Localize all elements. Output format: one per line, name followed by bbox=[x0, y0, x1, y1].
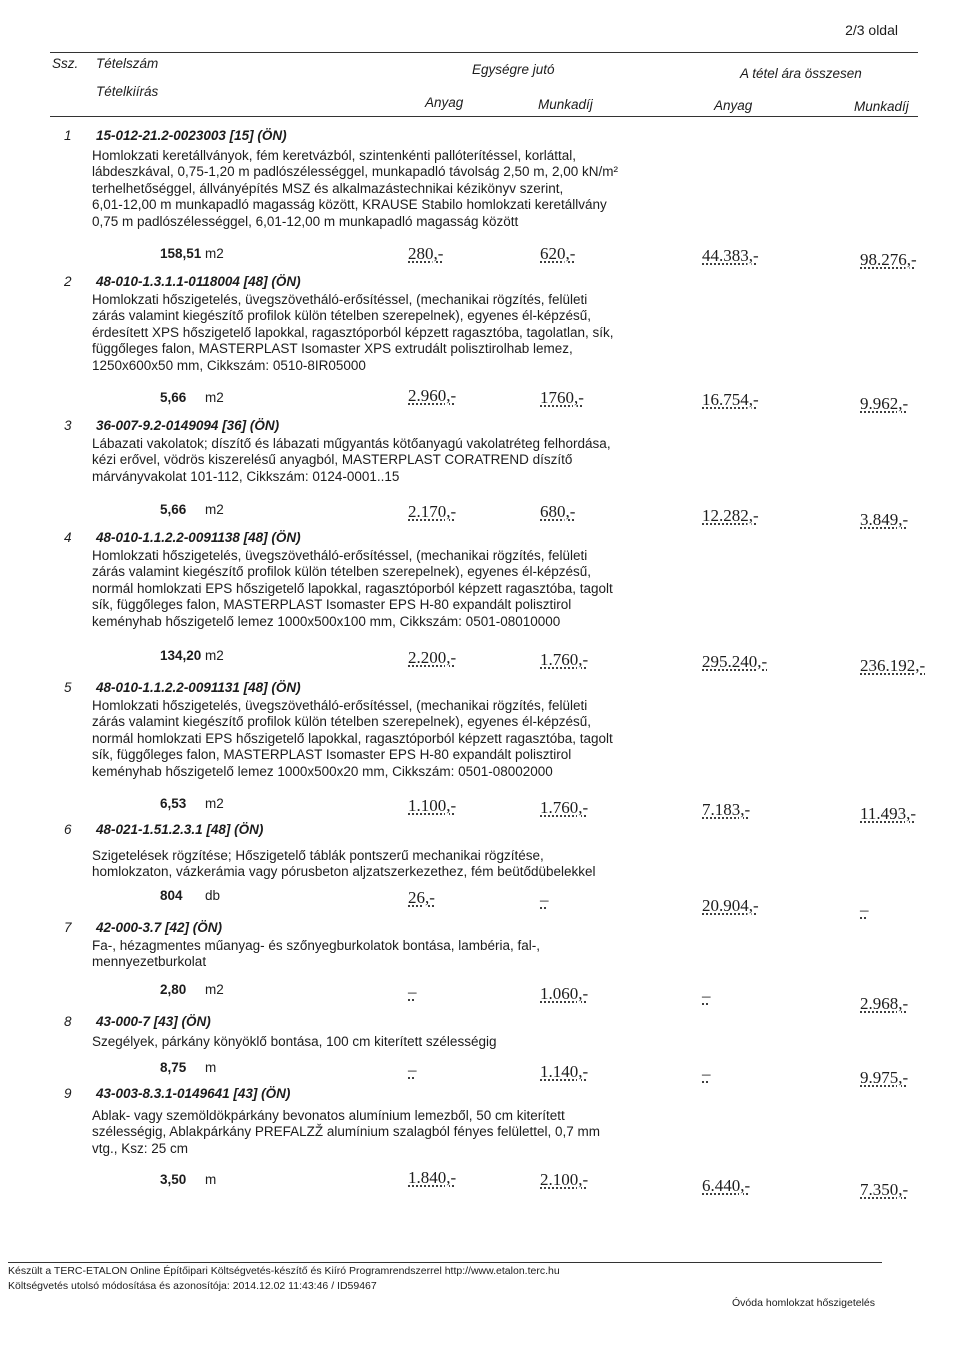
item-unit: m2 bbox=[205, 982, 224, 997]
item-unit: m2 bbox=[205, 796, 224, 811]
item-code: 48-021-1.51.2.3.1 [48] (ÖN) bbox=[96, 822, 264, 837]
item-code: 48-010-1.1.2.2-0091131 [48] (ÖN) bbox=[96, 680, 301, 695]
item-number: 6 bbox=[64, 822, 72, 837]
unit-price-material: 280,- bbox=[408, 244, 444, 263]
unit-price-labor: 680,- bbox=[540, 502, 576, 521]
item-unit: m2 bbox=[205, 390, 224, 405]
footer-generator-line: Készült a TERC-ETALON Online Építőipari Költségvetés-készítő és Kiíró Programrendszerrel http://www.etalon.terc.hu bbox=[8, 1265, 560, 1277]
unit-price-material: – bbox=[408, 1060, 417, 1079]
total-material: 16.754,- bbox=[702, 390, 759, 409]
total-labor: 9.962,- bbox=[860, 394, 909, 413]
total-material: 12.282,- bbox=[702, 506, 759, 525]
header-tetelszam: Tételszám bbox=[96, 56, 159, 71]
item-unit: db bbox=[205, 888, 221, 903]
item-quantity: 804 bbox=[160, 888, 183, 903]
total-material: 44.383,- bbox=[702, 246, 759, 265]
footer-modified-line: Költségvetés utolsó módosítása és azonosítója: 2014.12.02 11:43:46 / ID59467 bbox=[8, 1280, 377, 1292]
item-description: Fa-, hézagmentes műanyag- és szőnyegburkolatok bontása, lambéria, fal-, mennyezetburkolat bbox=[92, 938, 540, 970]
footer-rule bbox=[8, 1262, 882, 1263]
unit-price-material: 2.960,- bbox=[408, 386, 457, 405]
header-tetel-ara: A tétel ára összesen bbox=[740, 66, 862, 81]
unit-price-material: 1.840,- bbox=[408, 1168, 457, 1187]
unit-price-labor: 1.760,- bbox=[540, 650, 589, 669]
item-quantity: 6,53 bbox=[160, 796, 187, 811]
footer-project-name: Óvóda homlokzat hőszigetelés bbox=[732, 1297, 875, 1309]
item-code: 36-007-9.2-0149094 [36] (ÖN) bbox=[96, 418, 280, 433]
item-quantity: 158,51 bbox=[160, 246, 202, 261]
item-quantity: 3,50 bbox=[160, 1172, 187, 1187]
item-unit: m2 bbox=[205, 502, 224, 517]
item-number: 1 bbox=[64, 128, 72, 143]
item-code: 43-003-8.3.1-0149641 [43] (ÖN) bbox=[96, 1086, 291, 1101]
item-description: Homlokzati hőszigetelés, üvegszövetháló-erősítéssel, (mechanikai rögzítés, felületi zárás valamint kiegészítő profilok külön tételben szerepelnek), egyenes él-képzésű, normál homlokzati EPS hőszigetelő lapokkal, ragasztóporból képzett ragasztóba, tagolt sík, függőleges falon, MASTERPLAST Isomaster EPS H-80 expandált polisztirol keményhab hőszigetelő lemez 1000x500x100 mm, Cikkszám: 0501-08010000 bbox=[92, 548, 613, 629]
unit-price-material: 1.100,- bbox=[408, 796, 457, 815]
item-quantity: 134,20 bbox=[160, 648, 202, 663]
unit-price-labor: 1.060,- bbox=[540, 984, 589, 1003]
total-material: 7.183,- bbox=[702, 800, 751, 819]
item-quantity: 5,66 bbox=[160, 502, 187, 517]
unit-price-labor: 1760,- bbox=[540, 388, 584, 407]
item-description: Homlokzati hőszigetelés, üvegszövetháló-erősítéssel, (mechanikai rögzítés, felületi zárás valamint kiegészítő profilok külön tételben szerepelnek), egyenes él-képzésű, normál homlokzati EPS hőszigetelő lapokkal, ragasztóporból képzett ragasztóba, tagolt sík, függőleges falon, MASTERPLAST Isomaster EPS H-80 expandált polisztirol keményhab hőszigetelő lemez 1000x500x20 mm, Cikkszám: 0501-08002000 bbox=[92, 698, 613, 779]
item-unit: m bbox=[205, 1172, 217, 1187]
header-egysegre-juto: Egységre jutó bbox=[472, 62, 555, 77]
item-unit: m bbox=[205, 1060, 217, 1075]
unit-price-material: 2.200,- bbox=[408, 648, 457, 667]
item-code: 43-000-7 [43] (ÖN) bbox=[96, 1014, 211, 1029]
header-munkadij-total: Munkadíj bbox=[854, 99, 909, 114]
item-number: 7 bbox=[64, 920, 72, 935]
item-quantity: 2,80 bbox=[160, 982, 187, 997]
item-unit: m2 bbox=[205, 246, 224, 261]
item-number: 5 bbox=[64, 680, 72, 695]
header-anyag-total: Anyag bbox=[714, 98, 753, 113]
total-labor: 2.968,- bbox=[860, 994, 909, 1013]
unit-price-labor: 1.760,- bbox=[540, 798, 589, 817]
header-munkadij-unit: Munkadíj bbox=[538, 97, 593, 112]
item-description: Szigetelések rögzítése; Hőszigetelő táblák pontszerű mechanikai rögzítése, homlokzaton, vázkerámia vagy pórusbeton aljzatszerkezethez, fém beütődübelekkel bbox=[92, 848, 596, 880]
item-number: 2 bbox=[64, 274, 72, 289]
total-material: 295.240,- bbox=[702, 652, 768, 671]
total-material: 6.440,- bbox=[702, 1176, 751, 1195]
header-bottom-rule bbox=[50, 116, 918, 117]
item-description: Szegélyek, párkány könyöklő bontása, 100 cm kiterített szélességig bbox=[92, 1034, 497, 1049]
item-description: Homlokzati hőszigetelés, üvegszövetháló-erősítéssel, (mechanikai rögzítés, felületi zárás valamint kiegészítő profilok külön tételben szerepelnek), egyenes él-képzésű, érdesített XPS hőszigetelő lapokkal, ragasztóporból képzett ragasztóba, tagolatlan, sík, függőleges falon, MASTERPLAST Isomaster XPS extrudált polisztirolhab lemez, 1250x600x50 mm, Cikkszám: 0510-8IR05000 bbox=[92, 292, 614, 373]
total-labor: – bbox=[860, 900, 869, 919]
header-tetelkiiras: Tételkiírás bbox=[96, 84, 159, 99]
total-labor: 11.493,- bbox=[860, 804, 917, 823]
item-code: 48-010-1.1.2.2-0091138 [48] (ÖN) bbox=[96, 530, 301, 545]
total-labor: 3.849,- bbox=[860, 510, 909, 529]
header-ssz: Ssz. bbox=[52, 56, 79, 71]
item-number: 9 bbox=[64, 1086, 72, 1101]
item-code: 48-010-1.3.1.1-0118004 [48] (ÖN) bbox=[96, 274, 301, 289]
unit-price-labor: – bbox=[540, 890, 549, 909]
item-code: 15-012-21.2-0023003 [15] (ÖN) bbox=[96, 128, 287, 143]
total-labor: 9.975,- bbox=[860, 1068, 909, 1087]
unit-price-material: – bbox=[408, 982, 417, 1001]
total-material: – bbox=[702, 1064, 711, 1083]
total-labor: 7.350,- bbox=[860, 1180, 909, 1199]
item-code: 42-000-3.7 [42] (ÖN) bbox=[96, 920, 223, 935]
unit-price-material: 2.170,- bbox=[408, 502, 457, 521]
total-material: 20.904,- bbox=[702, 896, 759, 915]
item-number: 3 bbox=[64, 418, 72, 433]
header-top-rule bbox=[50, 52, 918, 53]
item-quantity: 5,66 bbox=[160, 390, 187, 405]
item-number: 8 bbox=[64, 1014, 72, 1029]
item-description: Homlokzati keretállványok, fém keretvázból, szintenkénti pallóterítéssel, korláttal, lábdeszkával, 0,75-1,20 m padlószélességgel, munkapadló távolság 2,50 m, 2,00 kN/m² terhelhetőséggel, állványépítés MSZ és alkalmazástechnikai kézikönyv szerint, 6,01-12,00 m munkapadló magasság között, KRAUSE Stabilo homlokzati keretállvány 0,75 m padlószélességgel, 6,01-12,00 m munkapadló magasság között bbox=[92, 148, 619, 229]
unit-price-labor: 1.140,- bbox=[540, 1062, 589, 1081]
total-material: – bbox=[702, 986, 711, 1005]
item-unit: m2 bbox=[205, 648, 224, 663]
header-anyag-unit: Anyag bbox=[425, 95, 464, 110]
item-quantity: 8,75 bbox=[160, 1060, 187, 1075]
unit-price-labor: 2.100,- bbox=[540, 1170, 589, 1189]
page-number: 2/3 oldal bbox=[845, 22, 898, 38]
item-description: Lábazati vakolatok; díszítő és lábazati műgyantás kötőanyagú vakolatréteg felhordása, kézi erővel, vödrös kiszerelésű anyagból, MASTERPLAST CORATREND díszítő márványvakolat 101-112, Cikkszám: 0124-0001..15 bbox=[92, 436, 611, 484]
unit-price-material: 26,- bbox=[408, 888, 435, 907]
total-labor: 236.192,- bbox=[860, 656, 926, 675]
total-labor: 98.276,- bbox=[860, 250, 917, 269]
item-number: 4 bbox=[64, 530, 72, 545]
unit-price-labor: 620,- bbox=[540, 244, 576, 263]
item-description: Ablak- vagy szemöldökpárkány bevonatos alumínium lemezből, 50 cm kiterített szélességig, Ablakpárkány PREFALZŽ alumínium szalagból fényes felülettel, 0,7 mm vtg., Ksz: 25 cm bbox=[92, 1108, 600, 1156]
